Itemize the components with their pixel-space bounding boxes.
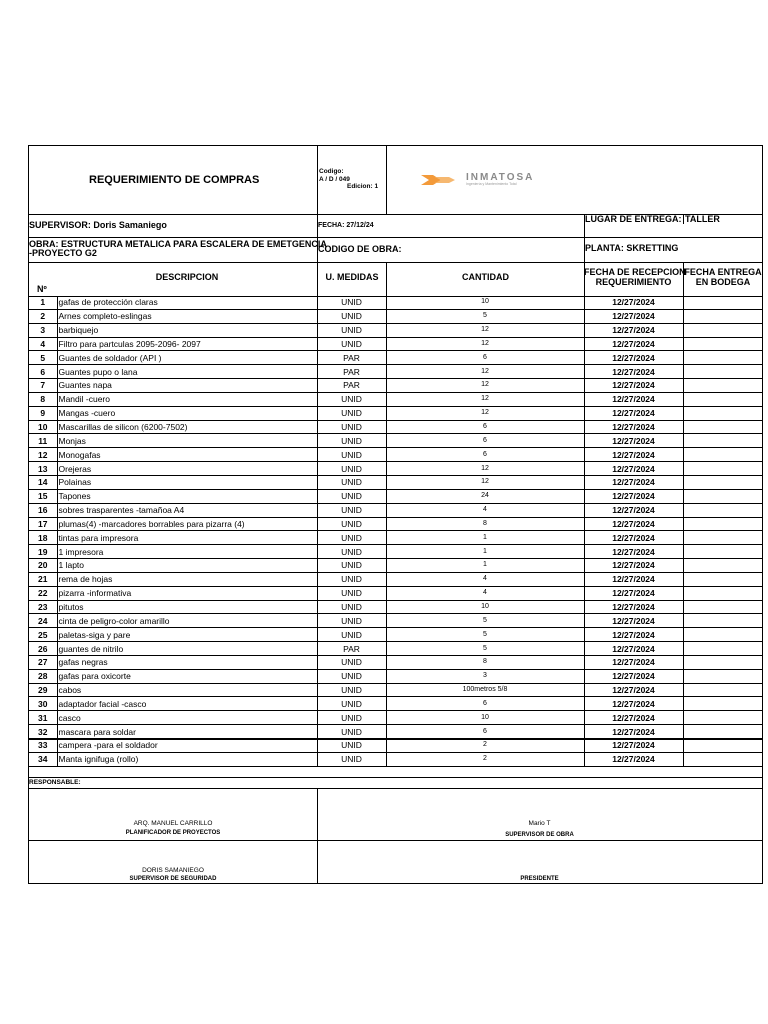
item-unit: UNID [317,752,386,766]
item-reception-date: 12/27/2024 [584,669,683,683]
item-description: 1 lapto [57,559,317,573]
item-quantity: 5 [386,642,584,656]
signatory-role: PRESIDENTE [520,876,559,882]
item-description: Monjas [57,434,317,448]
item-number: 33 [29,739,57,753]
item-unit: UNID [317,296,386,309]
item-delivery-date [683,545,762,559]
table-row [29,531,762,545]
item-delivery-date [683,600,762,614]
requisition-sheet [28,145,763,884]
item-unit: UNID [317,711,386,725]
divider [683,214,684,224]
item-number: 7 [29,379,57,393]
signatory-role: PLANIFICADOR DE PROYECTOS [125,830,221,836]
item-number: 25 [29,628,57,642]
table-row [29,642,762,656]
item-unit: UNID [317,309,386,323]
logo-text: INMATOSA [466,172,535,183]
signatory-name: DORIS SAMANIEGO [142,867,204,874]
item-number: 34 [29,752,57,766]
item-delivery-date [683,531,762,545]
item-reception-date: 12/27/2024 [584,600,683,614]
item-delivery-date [683,517,762,531]
item-number: 29 [29,683,57,697]
item-number: 3 [29,323,57,337]
divider [29,777,762,778]
item-unit: UNID [317,586,386,600]
item-reception-date: 12/27/2024 [584,420,683,434]
item-delivery-date [683,434,762,448]
item-description: mascara para soldar [57,725,317,739]
table-row [29,517,762,531]
item-reception-date: 12/27/2024 [584,683,683,697]
item-quantity: 12 [386,337,584,351]
item-number: 9 [29,406,57,420]
item-reception-date: 12/27/2024 [584,489,683,503]
item-description: cabos [57,683,317,697]
item-quantity: 12 [386,379,584,393]
item-reception-date: 12/27/2024 [584,531,683,545]
item-description: gafas de protección claras [57,296,317,309]
item-quantity: 6 [386,725,584,739]
item-reception-date: 12/27/2024 [584,406,683,420]
item-delivery-date [683,739,762,753]
item-delivery-date [683,642,762,656]
delivery-place-label: LUGAR DE ENTREGA: [585,214,682,224]
item-quantity: 10 [386,600,584,614]
item-unit: UNID [317,392,386,406]
supervisor-label: SUPERVISOR: Doris Samaniego [29,220,167,230]
item-reception-date: 12/27/2024 [584,642,683,656]
item-quantity: 12 [386,462,584,476]
item-unit: UNID [317,337,386,351]
item-reception-date: 12/27/2024 [584,434,683,448]
item-unit: UNID [317,462,386,476]
item-reception-date: 12/27/2024 [584,337,683,351]
item-number: 30 [29,697,57,711]
item-reception-date: 12/27/2024 [584,628,683,642]
item-number: 13 [29,462,57,476]
item-quantity: 12 [386,365,584,379]
item-description: Orejeras [57,462,317,476]
item-unit: UNID [317,448,386,462]
item-quantity: 5 [386,628,584,642]
item-number: 18 [29,531,57,545]
item-number: 11 [29,434,57,448]
table-row [29,392,762,406]
item-unit: UNID [317,517,386,531]
item-reception-date: 12/27/2024 [584,725,683,739]
item-number: 4 [29,337,57,351]
item-number: 32 [29,725,57,739]
item-delivery-date [683,586,762,600]
table-row [29,309,762,323]
column-header-reception-date: FECHA DE RECEPCION [584,267,686,277]
item-description: guantes de nitrilo [57,642,317,656]
item-unit: UNID [317,725,386,739]
date-label: FECHA: 27/12/24 [318,222,374,229]
item-quantity: 4 [386,503,584,517]
table-row [29,489,762,503]
item-reception-date: 12/27/2024 [584,448,683,462]
item-number: 22 [29,586,57,600]
item-quantity: 1 [386,559,584,573]
item-delivery-date [683,420,762,434]
item-description: paletas-siga y pare [57,628,317,642]
document-title: REQUERIMIENTO DE COMPRAS [89,174,260,186]
item-description: 1 impresora [57,545,317,559]
table-row [29,669,762,683]
item-quantity: 10 [386,296,584,309]
column-header-units: U. MEDIDAS [325,272,379,282]
item-reception-date: 12/27/2024 [584,517,683,531]
item-description: rema de hojas [57,572,317,586]
item-number: 21 [29,572,57,586]
signatory-name: Mario T [528,820,551,827]
item-quantity: 5 [386,614,584,628]
item-quantity: 8 [386,517,584,531]
item-description: pizarra -informativa [57,586,317,600]
table-row [29,503,762,517]
item-number: 17 [29,517,57,531]
item-unit: UNID [317,420,386,434]
item-reception-date: 12/27/2024 [584,545,683,559]
item-unit: UNID [317,475,386,489]
item-delivery-date [683,379,762,393]
delivery-place-value: TALLER [685,214,720,224]
divider [29,840,762,841]
item-reception-date: 12/27/2024 [584,711,683,725]
table-row [29,337,762,351]
item-unit: UNID [317,406,386,420]
item-description: casco [57,711,317,725]
item-description: pitutos [57,600,317,614]
item-delivery-date [683,752,762,766]
table-row [29,725,762,739]
item-unit: UNID [317,628,386,642]
item-delivery-date [683,725,762,739]
item-description: Mangas -cuero [57,406,317,420]
divider [386,146,387,214]
item-description: tintas para impresora [57,531,317,545]
table-row [29,683,762,697]
item-description: Polainas [57,475,317,489]
item-description: cinta de peligro-color amarillo [57,614,317,628]
item-delivery-date [683,365,762,379]
item-quantity: 6 [386,448,584,462]
item-delivery-date [683,351,762,365]
item-quantity: 2 [386,752,584,766]
project-label: OBRA: ESTRUCTURA METALICA PARA ESCALERA DE EMETGENCIA [29,239,327,249]
item-delivery-date [683,711,762,725]
table-row [29,752,762,766]
item-reception-date: 12/27/2024 [584,614,683,628]
table-row [29,600,762,614]
item-unit: UNID [317,669,386,683]
item-delivery-date [683,448,762,462]
item-number: 10 [29,420,57,434]
item-reception-date: 12/27/2024 [584,752,683,766]
item-description: Mascarillas de silicon (6200-7502) [57,420,317,434]
item-quantity: 6 [386,697,584,711]
column-header-quantity: CANTIDAD [462,272,509,282]
item-unit: UNID [317,614,386,628]
item-description: adaptador facial -casco [57,697,317,711]
table-row [29,323,762,337]
item-unit: UNID [317,323,386,337]
item-description: Guantes de soldador (API ) [57,351,317,365]
item-reception-date: 12/27/2024 [584,296,683,309]
item-description: Manta ignifuga (rollo) [57,752,317,766]
item-quantity: 12 [386,392,584,406]
signatory-role: SUPERVISOR DE SEGURIDAD [129,876,217,882]
table-row [29,739,762,753]
item-unit: UNID [317,600,386,614]
item-description: plumas(4) -marcadores borrables para pizarra (4) [57,517,317,531]
item-unit: UNID [317,559,386,573]
item-reception-date: 12/27/2024 [584,379,683,393]
item-quantity: 1 [386,545,584,559]
item-number: 23 [29,600,57,614]
item-delivery-date [683,392,762,406]
item-unit: UNID [317,489,386,503]
item-delivery-date [683,683,762,697]
item-number: 8 [29,392,57,406]
item-reception-date: 12/27/2024 [584,559,683,573]
column-header-number: Nº [37,284,47,294]
item-reception-date: 12/27/2024 [584,739,683,753]
divider [317,146,318,214]
item-reception-date: 12/27/2024 [584,392,683,406]
item-number: 26 [29,642,57,656]
item-description: barbiquejo [57,323,317,337]
table-row [29,351,762,365]
table-row [29,462,762,476]
plant-label: PLANTA: SKRETTING [585,243,679,253]
item-description: Mandil -cuero [57,392,317,406]
item-reception-date: 12/27/2024 [584,309,683,323]
item-description: campera -para el soldador [57,739,317,753]
item-delivery-date [683,559,762,573]
code-label: Codigo: [319,168,344,175]
item-quantity: 1 [386,531,584,545]
item-unit: PAR [317,365,386,379]
item-quantity: 8 [386,655,584,669]
column-header-delivery-date-line2: EN BODEGA [695,277,751,287]
signatory-role: SUPERVISOR DE OBRA [505,832,574,838]
item-description: gafas negras [57,655,317,669]
item-description: Guantes pupo o lana [57,365,317,379]
item-delivery-date [683,614,762,628]
table-row [29,448,762,462]
item-delivery-date [683,296,762,309]
item-number: 2 [29,309,57,323]
table-row [29,572,762,586]
column-header-reception-date-line2: REQUERIMIENTO [595,277,672,287]
item-quantity: 24 [386,489,584,503]
item-number: 16 [29,503,57,517]
divider [29,739,762,740]
signatory-name: ARQ. MANUEL CARRILLO [133,820,213,827]
project-label-line2: -PROYECTO G2 [29,248,97,258]
table-row [29,711,762,725]
code-value: A / D / 049 [319,176,350,183]
item-quantity: 12 [386,406,584,420]
item-unit: UNID [317,545,386,559]
item-reception-date: 12/27/2024 [584,655,683,669]
item-description: Tapones [57,489,317,503]
item-number: 6 [29,365,57,379]
item-unit: UNID [317,434,386,448]
item-delivery-date [683,655,762,669]
item-quantity: 12 [386,475,584,489]
item-delivery-date [683,503,762,517]
item-quantity: 100metros 5/8 [386,683,584,697]
item-reception-date: 12/27/2024 [584,572,683,586]
item-quantity: 6 [386,434,584,448]
item-delivery-date [683,462,762,476]
table-row [29,655,762,669]
responsible-label: RESPONSABLE: [29,779,81,786]
table-row [29,406,762,420]
item-description: Arnes completo-eslingas [57,309,317,323]
item-number: 15 [29,489,57,503]
item-number: 31 [29,711,57,725]
item-number: 27 [29,655,57,669]
item-unit: UNID [317,655,386,669]
table-row [29,545,762,559]
item-number: 14 [29,475,57,489]
item-quantity: 12 [386,323,584,337]
item-reception-date: 12/27/2024 [584,351,683,365]
item-number: 19 [29,545,57,559]
item-description: Guantes napa [57,379,317,393]
table-row [29,586,762,600]
item-reception-date: 12/27/2024 [584,586,683,600]
item-delivery-date [683,572,762,586]
table-row [29,559,762,573]
item-quantity: 6 [386,351,584,365]
item-description: Filtro para partculas 2095-2096- 2097 [57,337,317,351]
item-unit: UNID [317,739,386,753]
item-description: Monogafas [57,448,317,462]
item-quantity: 5 [386,309,584,323]
item-quantity: 2 [386,739,584,753]
item-delivery-date [683,697,762,711]
column-header-delivery-date: FECHA ENTREGA [684,267,762,277]
item-delivery-date [683,337,762,351]
table-row [29,434,762,448]
item-reception-date: 12/27/2024 [584,475,683,489]
item-unit: UNID [317,697,386,711]
item-reception-date: 12/27/2024 [584,697,683,711]
item-unit: UNID [317,572,386,586]
table-row [29,697,762,711]
item-delivery-date [683,489,762,503]
item-unit: PAR [317,379,386,393]
project-code-label: CODIGO DE OBRA: [318,244,402,254]
item-quantity: 10 [386,711,584,725]
table-row [29,475,762,489]
item-number: 28 [29,669,57,683]
item-unit: UNID [317,683,386,697]
item-quantity: 6 [386,420,584,434]
item-description: gafas para oxicorte [57,669,317,683]
item-delivery-date [683,475,762,489]
item-unit: UNID [317,503,386,517]
item-unit: PAR [317,351,386,365]
item-number: 5 [29,351,57,365]
table-row [29,296,762,309]
item-reception-date: 12/27/2024 [584,323,683,337]
item-quantity: 3 [386,669,584,683]
item-reception-date: 12/27/2024 [584,365,683,379]
item-number: 20 [29,559,57,573]
item-quantity: 4 [386,572,584,586]
edition-label: Edicion: 1 [347,183,379,190]
column-header-description: DESCRIPCION [155,272,219,282]
table-row [29,379,762,393]
item-unit: PAR [317,642,386,656]
table-row [29,420,762,434]
table-row [29,614,762,628]
item-quantity: 4 [386,586,584,600]
item-description: sobres trasparentes -tamañoa A4 [57,503,317,517]
logo-subtitle: Ingeniería y Mantenimiento Total [466,182,517,186]
item-number: 24 [29,614,57,628]
item-number: 1 [29,296,57,309]
table-row [29,365,762,379]
items-table [29,296,762,767]
item-delivery-date [683,323,762,337]
table-row [29,628,762,642]
divider [29,788,762,789]
item-delivery-date [683,669,762,683]
item-unit: UNID [317,531,386,545]
divider [29,237,762,238]
item-delivery-date [683,309,762,323]
item-delivery-date [683,628,762,642]
item-number: 12 [29,448,57,462]
divider [29,262,762,263]
item-reception-date: 12/27/2024 [584,462,683,476]
item-delivery-date [683,406,762,420]
item-reception-date: 12/27/2024 [584,503,683,517]
